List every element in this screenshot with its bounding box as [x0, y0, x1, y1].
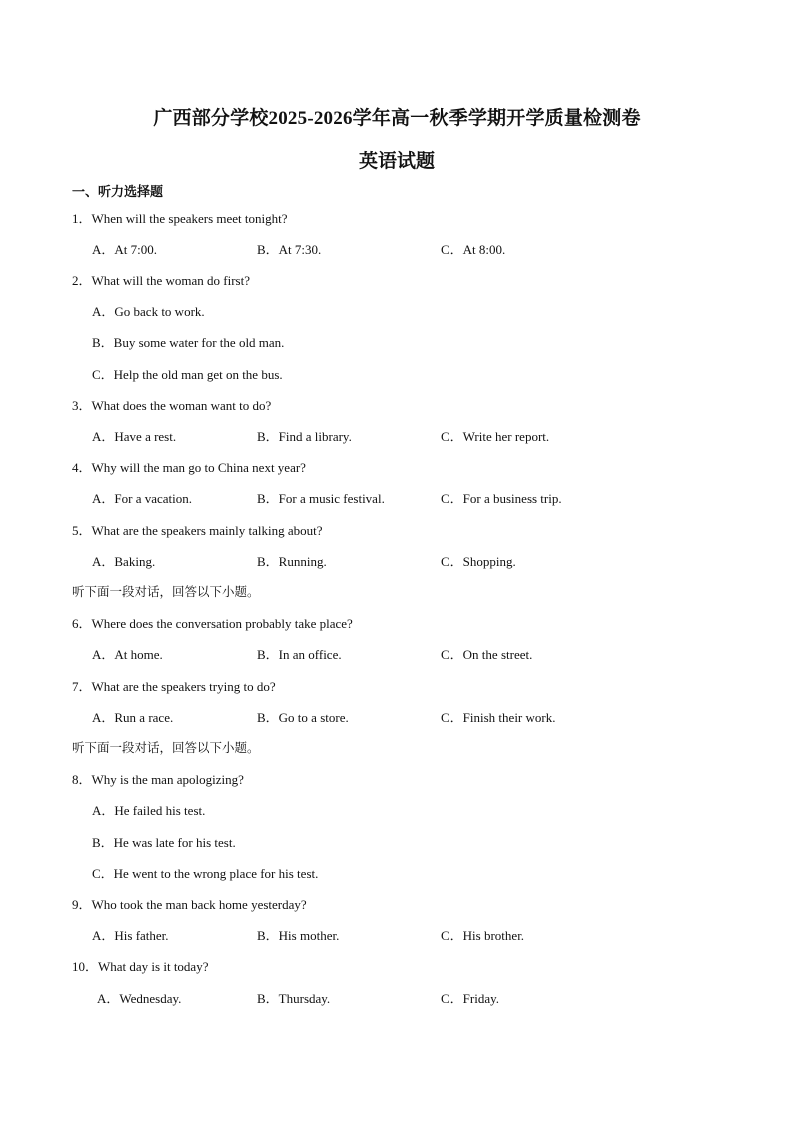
- question-6: 6．Where does the conversation probably take place?: [72, 616, 353, 631]
- question-3-option-c: C．Write her report.: [441, 429, 550, 444]
- question-10-option-a: A．Wednesday.: [97, 991, 182, 1006]
- question-9-option-b: B．His mother.: [257, 928, 340, 943]
- question-10: 10．What day is it today?: [72, 959, 209, 974]
- instruction-note: 听下面一段对话，回答以下小题。: [72, 584, 260, 599]
- question-4-option-c: C．For a business trip.: [441, 491, 562, 506]
- question-3-option-b: B．Find a library.: [257, 429, 352, 444]
- question-10-option-c: C．Friday.: [441, 991, 500, 1006]
- question-8-option-c: C．He went to the wrong place for his test.: [92, 866, 319, 881]
- question-5-option-c: C．Shopping.: [441, 554, 516, 569]
- document-subtitle: 英语试题: [358, 151, 435, 172]
- question-7-option-b: B．Go to a store.: [257, 710, 349, 725]
- question-1-option-c: C．At 8:00.: [441, 242, 506, 257]
- question-10-option-b: B．Thursday.: [257, 991, 331, 1006]
- question-8: 8．Why is the man apologizing?: [72, 772, 244, 787]
- question-1-option-a: A．At 7:00.: [92, 242, 158, 257]
- question-8-option-b: B．He was late for his test.: [92, 835, 236, 850]
- question-5: 5．What are the speakers mainly talking about?: [72, 523, 323, 538]
- question-9: 9．Who took the man back home yesterday?: [72, 897, 307, 912]
- section-heading: 一、听力选择题: [72, 185, 164, 200]
- question-4-option-b: B．For a music festival.: [257, 491, 385, 506]
- question-5-option-b: B．Running.: [257, 554, 327, 569]
- question-6-option-a: A．At home.: [92, 647, 163, 662]
- question-2-option-b: B．Buy some water for the old man.: [92, 335, 285, 350]
- document-title: 广西部分学校2025-2026学年高一秋季学期开学质量检测卷: [153, 108, 641, 129]
- instruction-note: 听下面一段对话，回答以下小题。: [72, 740, 260, 755]
- question-4: 4．Why will the man go to China next year?: [72, 460, 306, 475]
- question-6-option-c: C．On the street.: [441, 647, 533, 662]
- question-7-option-c: C．Finish their work.: [441, 710, 556, 725]
- question-9-option-a: A．His father.: [92, 928, 169, 943]
- question-2: 2．What will the woman do first?: [72, 273, 250, 288]
- question-1: 1．When will the speakers meet tonight?: [72, 211, 288, 226]
- question-6-option-b: B．In an office.: [257, 647, 342, 662]
- question-5-option-a: A．Baking.: [92, 554, 156, 569]
- question-3: 3．What does the woman want to do?: [72, 398, 272, 413]
- question-2-option-c: C．Help the old man get on the bus.: [92, 367, 283, 382]
- question-9-option-c: C．His brother.: [441, 928, 525, 943]
- question-7-option-a: A．Run a race.: [92, 710, 174, 725]
- question-2-option-a: A．Go back to work.: [92, 304, 205, 319]
- question-1-option-b: B．At 7:30.: [257, 242, 322, 257]
- question-7: 7．What are the speakers trying to do?: [72, 679, 276, 694]
- question-4-option-a: A．For a vacation.: [92, 491, 193, 506]
- question-8-option-a: A．He failed his test.: [92, 803, 206, 818]
- question-3-option-a: A．Have a rest.: [92, 429, 177, 444]
